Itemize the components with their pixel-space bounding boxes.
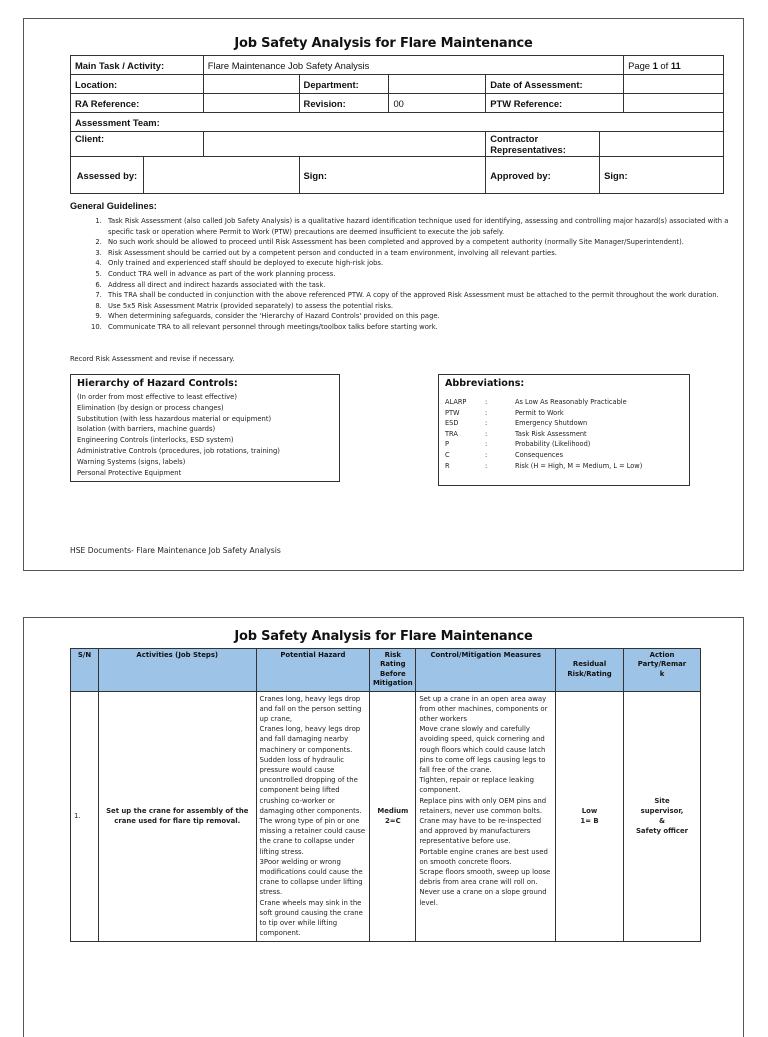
page-title: Job Safety Analysis for Flare Maintenance <box>234 36 533 51</box>
abbreviation-row: P : Probability (Likelihood) <box>445 440 591 449</box>
sign-label-2: Sign: <box>600 157 724 194</box>
department-value <box>389 75 486 94</box>
guidelines-title: General Guidelines: <box>70 201 157 211</box>
ra-reference-label: RA Reference: <box>71 94 204 113</box>
assessed-by-value <box>143 157 299 194</box>
ptw-reference-label: PTW Reference: <box>486 94 624 113</box>
table-header-row <box>71 649 701 692</box>
client-value <box>203 132 485 157</box>
row-residual-risk: Low 1= B <box>556 691 624 941</box>
guideline-item: 5. Conduct TRA well in advance as part of the work planning process. <box>104 269 739 280</box>
page-title: Job Safety Analysis for Flare Maintenance <box>234 629 533 644</box>
abbreviation-row: R : Risk (H = High, M = Medium, L = Low) <box>445 461 643 470</box>
client-label: Client: <box>71 132 204 157</box>
revision-label: Revision: <box>299 94 389 113</box>
hierarchy-line: Substitution (with less hazardous material or equipment) <box>77 414 272 423</box>
hierarchy-title: Hierarchy of Hazard Controls: <box>77 378 238 389</box>
guideline-item: 10. Communicate TRA to all relevant personnel through meetings/toolbox talks before starting work. <box>104 322 739 333</box>
sign-label: Sign: <box>299 157 486 194</box>
document-page-2 <box>23 617 744 1037</box>
row-activity: Set up the crane for assembly of the crane used for flare tip removal. <box>98 691 256 941</box>
contractor-value <box>600 132 724 157</box>
hierarchy-line: Engineering Controls (interlocks, ESD system) <box>77 436 234 445</box>
location-value <box>203 75 299 94</box>
abbreviation-row: TRA : Task Risk Assessment <box>445 429 587 438</box>
col-residual-risk: Residual Risk/Rating <box>556 649 624 692</box>
document-page-1 <box>23 18 744 571</box>
abbreviations-box <box>438 374 690 486</box>
abbreviation-row: ESD : Emergency Shutdown <box>445 419 588 428</box>
assessed-by-label: Assessed by: <box>71 157 144 194</box>
location-label: Location: <box>71 75 204 94</box>
hierarchy-line: (In order from most effective to least effective) <box>77 393 238 401</box>
guideline-item: 8. Use 5x5 Risk Assessment Matrix (provided separately) to assess the potential risks. <box>104 301 739 312</box>
date-label: Date of Assessment: <box>486 75 624 94</box>
guidelines-list <box>74 216 739 333</box>
contractor-label: Contractor Representatives: <box>486 132 600 157</box>
row-controls: Set up a crane in an open area away from other machines, components or other workers Move crane slowly and carefully avoiding speed, quick cornering and rough floors which could cause latch pins to come off legs causing legs to fall free of the crane. Tighten, repair or replace leaking component. Replace pins with only OEM pins and retainers, never use common bolts. Crane may have to be re-inspected and approved by manufacturers representative before use. Portable engine cranes are best used on smooth concrete floors. Scrape floors smooth, sweep up loose debris from area crane will roll on. Never use a crane on a slope ground level. <box>416 691 556 941</box>
ptw-reference-value <box>624 94 724 113</box>
hierarchy-line: Warning Systems (signs, labels) <box>77 457 186 466</box>
col-sn: S/N <box>71 649 99 692</box>
row-sn: 1. <box>71 691 99 941</box>
main-task-label: Main Task / Activity: <box>71 56 204 75</box>
guideline-item: 7. This TRA shall be conducted in conjunction with the above referenced PTW. A copy of the approved Risk Assessment must be attached to the permit throughout the work duration. <box>104 290 739 301</box>
col-action-party: Action Party/Remar k <box>624 649 701 692</box>
col-potential-hazard: Potential Hazard <box>256 649 370 692</box>
row-action-party: Site supervisor, & Safety officer <box>624 691 701 941</box>
revision-value: 00 <box>389 94 486 113</box>
abbreviation-row: ALARP : As Low As Reasonably Practicable <box>445 398 627 406</box>
col-risk-before: Risk Rating Before Mitigation <box>370 649 416 692</box>
guideline-item: 3. Risk Assessment should be carried out by a competent person and conducted in a team environment, involving all relevant parties. <box>104 248 739 259</box>
row-hazards: Cranes long, heavy legs drop and fall on the person setting up crane, Cranes long, heavy legs drop and fall damaging nearby machinery or components. Sudden loss of hydraulic pressure would cause uncontrolled dropping of the component being lifted crushing co-worker or damaging other components. The wrong type of pin or one missing a retainer could cause the crane to collapse under lifting stress. 3Poor welding or wrong modifications could cause the crane to collapse under lifting stress. Crane wheels may sink in the soft ground causing the crane to tip over while lifting component. <box>256 691 370 941</box>
department-label: Department: <box>299 75 389 94</box>
page-number: Page 1 of 11 <box>624 56 724 75</box>
hierarchy-line: Isolation (with barriers, machine guards) <box>77 425 216 434</box>
row-risk-before: Medium 2=C <box>370 691 416 941</box>
date-value <box>624 75 724 94</box>
guidelines-footer: Record Risk Assessment and revise if necessary. <box>70 355 235 363</box>
hierarchy-line: Personal Protective Equipment <box>77 468 182 477</box>
guideline-item: 2. No such work should be allowed to proceed until Risk Assessment has been completed and approved by a competent authority (normally Site Manager/Superintendent). <box>104 237 739 248</box>
approved-by-label: Approved by: <box>486 157 600 194</box>
page-footer: HSE Documents- Flare Maintenance Job Safety Analysis <box>70 546 281 555</box>
guideline-item: 6. Address all direct and indirect hazards associated with the task. <box>104 280 739 291</box>
hierarchy-of-controls-box <box>70 374 340 482</box>
guideline-item: 9. When determining safeguards, consider the 'Hierarchy of Hazard Controls' provided on this page. <box>104 311 739 322</box>
col-activities: Activities (Job Steps) <box>98 649 256 692</box>
guideline-item: 4. Only trained and experienced staff should be deployed to execute high-risk jobs. <box>104 258 739 269</box>
abbreviation-row: PTW : Permit to Work <box>445 408 564 417</box>
header-info-table <box>70 55 724 194</box>
table-row <box>71 691 701 941</box>
abbreviations-title: Abbreviations: <box>445 378 525 389</box>
guideline-item: 1. Task Risk Assessment (also called Job Safety Analysis) is a qualitative hazard identification technique used for identifying, assessing and controlling major hazard(s) associated with a specific task or operation where Permit to Work (PTW) precautions are deemed insufficient to execute the job safely. <box>104 216 739 237</box>
col-controls: Control/Mitigation Measures <box>416 649 556 692</box>
hierarchy-line: Elimination (by design or process changes) <box>77 403 224 412</box>
assessment-team-label: Assessment Team: <box>71 113 724 132</box>
abbreviation-row: C : Consequences <box>445 450 564 459</box>
ra-reference-value <box>203 94 299 113</box>
hierarchy-line: Administrative Controls (procedures, job rotations, training) <box>77 446 280 455</box>
main-task-value: Flare Maintenance Job Safety Analysis <box>203 56 623 75</box>
risk-assessment-table <box>70 648 701 942</box>
